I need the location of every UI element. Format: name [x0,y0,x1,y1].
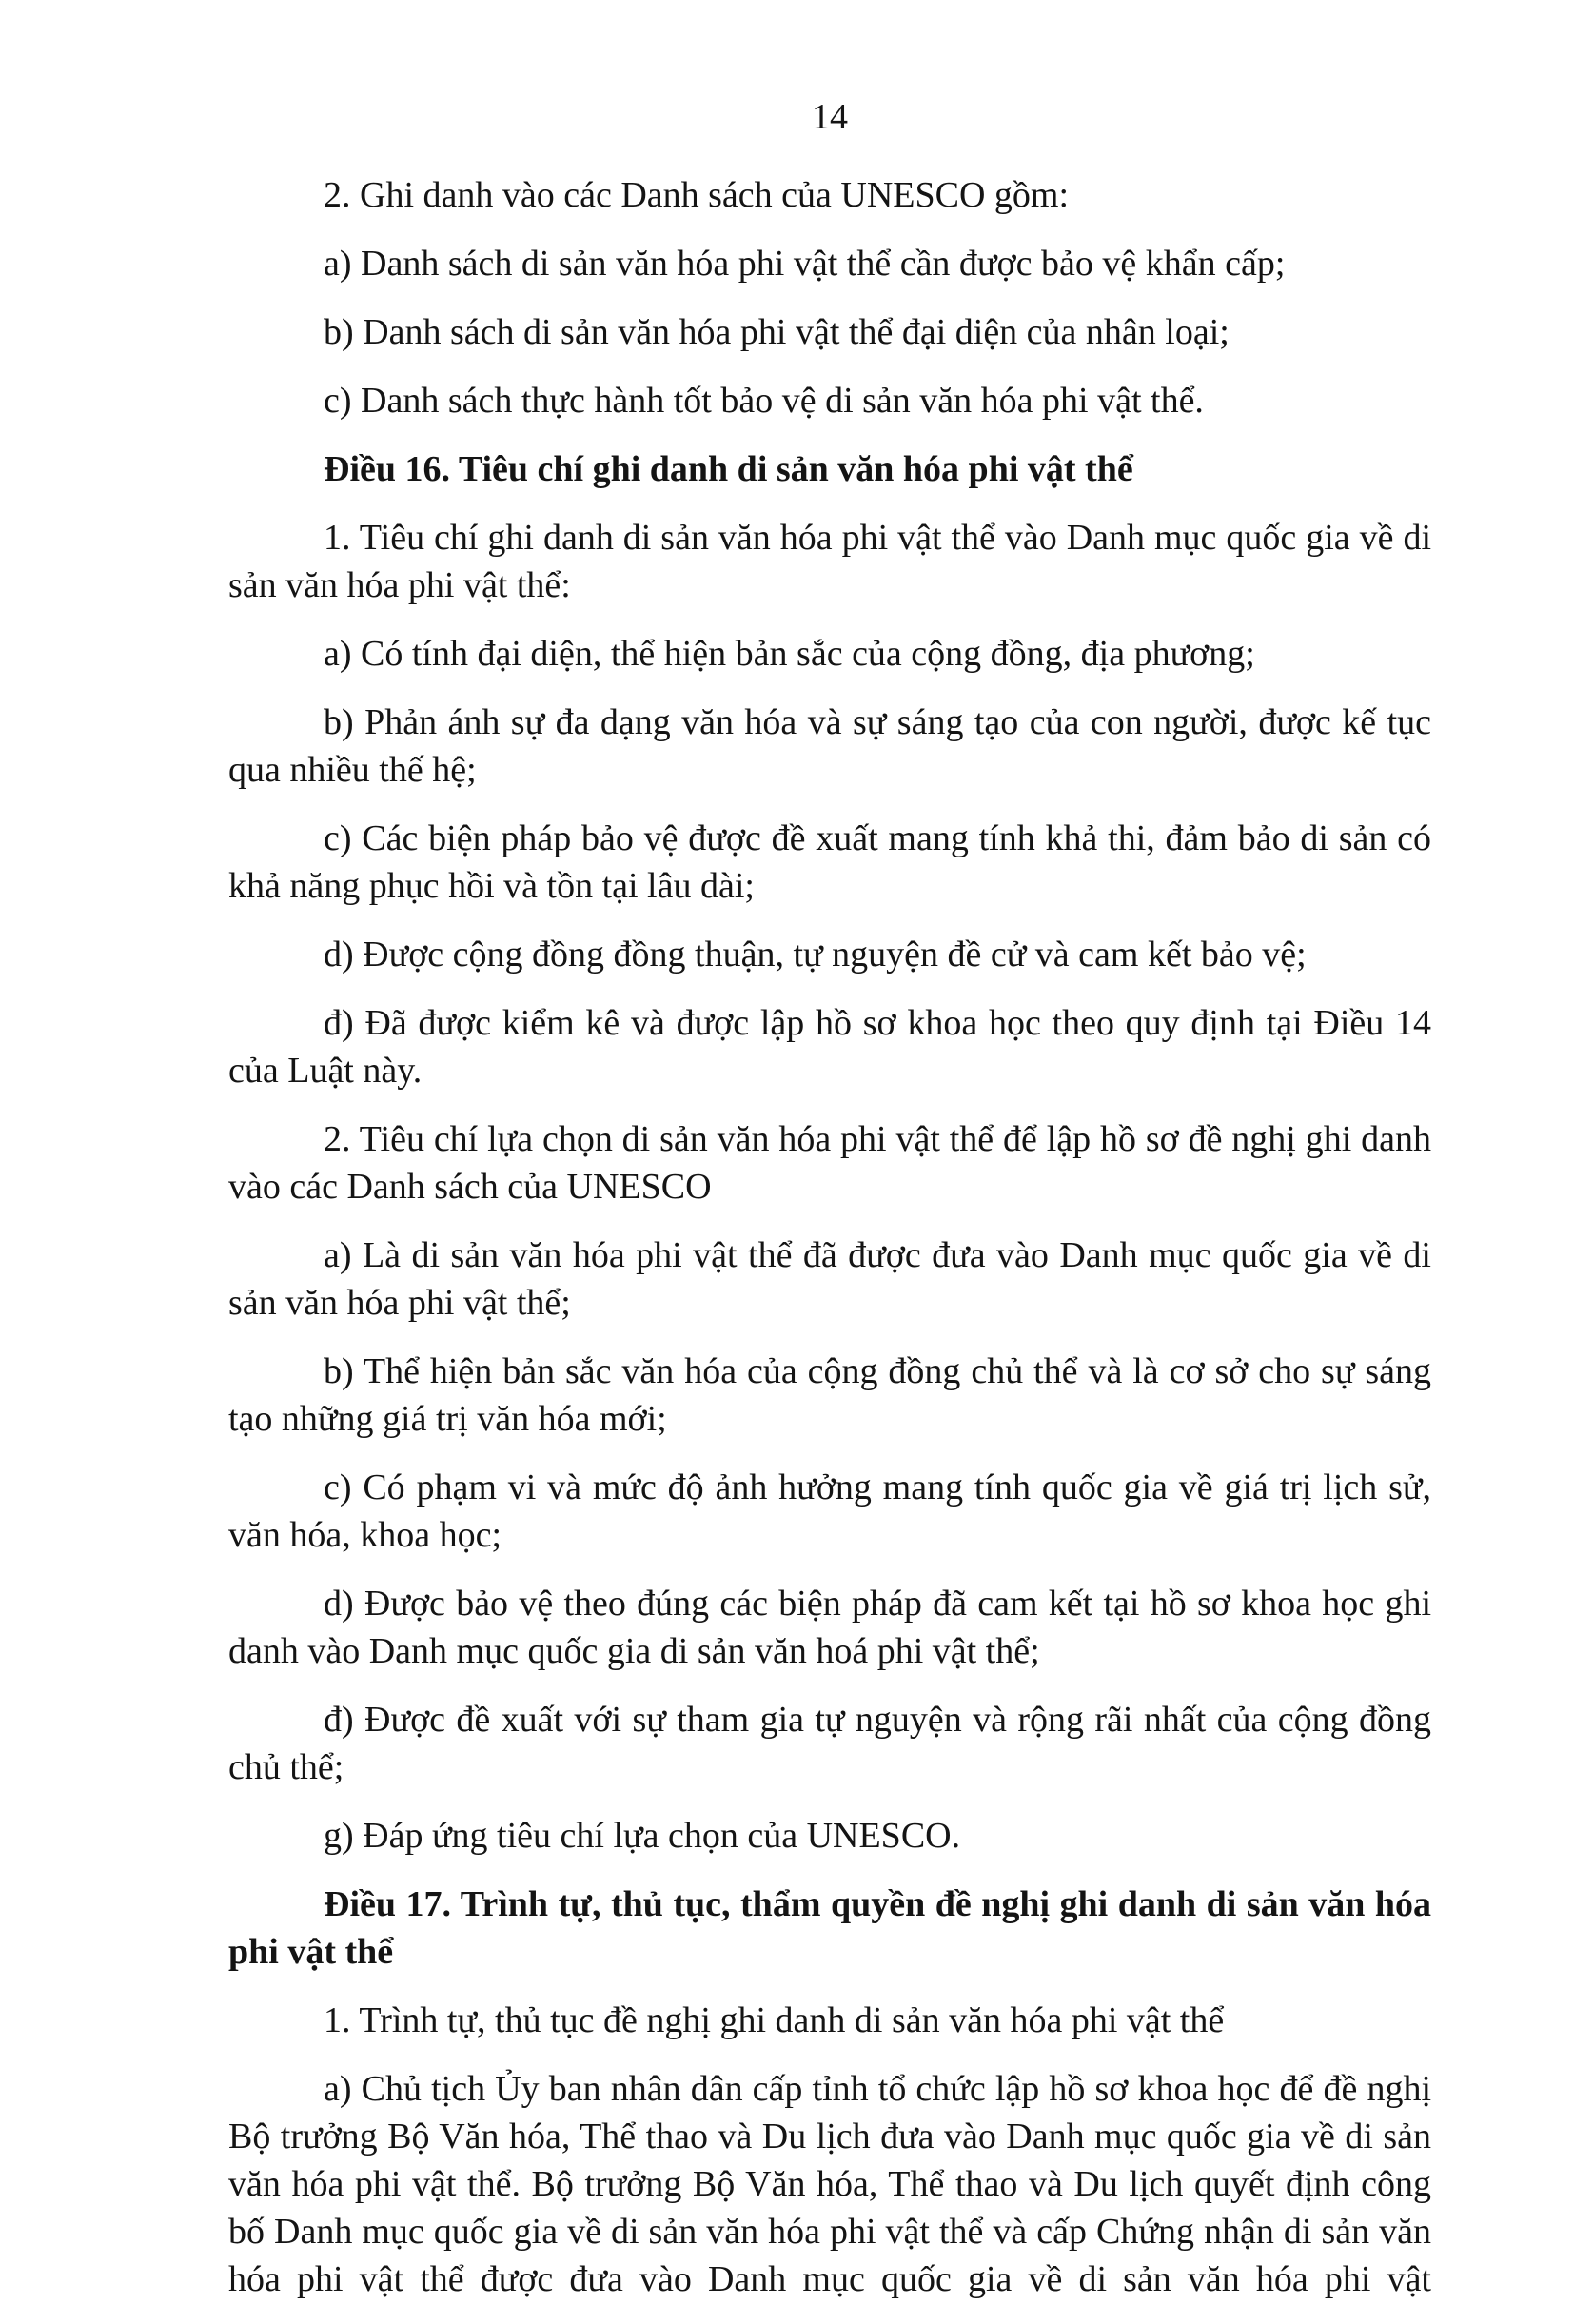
list-item: b) Phản ánh sự đa dạng văn hóa và sự sáng tạo của con người, được kế tục qua nhiều thế hệ; [228,702,1431,790]
paragraph: 1. Trình tự, thủ tục đề nghị ghi danh di sản văn hóa phi vật thể [324,2000,1225,2040]
article-heading: Điều 17. Trình tự, thủ tục, thẩm quyền đề nghị ghi danh di sản văn hóa phi vật thể [228,1884,1431,1972]
list-item: d) Được bảo vệ theo đúng các biện pháp đã cam kết tại hồ sơ khoa học ghi danh vào Danh mục quốc gia di sản văn hoá phi vật thể; [228,1584,1431,1671]
list-item: đ) Được đề xuất với sự tham gia tự nguyện và rộng rãi nhất của cộng đồng chủ thể; [228,1700,1431,1787]
list-item: c) Có phạm vi và mức độ ảnh hưởng mang tính quốc gia về giá trị lịch sử, văn hóa, khoa học; [228,1467,1431,1555]
article-heading: Điều 16. Tiêu chí ghi danh di sản văn hóa phi vật thể [324,449,1133,489]
list-item: b) Thể hiện bản sắc văn hóa của cộng đồng chủ thể và là cơ sở cho sự sáng tạo những giá trị văn hóa mới; [228,1351,1431,1439]
list-item: c) Các biện pháp bảo vệ được đề xuất mang tính khả thi, đảm bảo di sản có khả năng phục hồi và tồn tại lâu dài; [228,818,1431,906]
list-item: g) Đáp ứng tiêu chí lựa chọn của UNESCO. [324,1816,961,1856]
paragraph: 2. Tiêu chí lựa chọn di sản văn hóa phi vật thể để lập hồ sơ đề nghị ghi danh vào các Danh sách của UNESCO [228,1119,1431,1207]
list-item: đ) Đã được kiểm kê và được lập hồ sơ khoa học theo quy định tại Điều 14 của Luật này. [228,1003,1431,1091]
list-item: a) Là di sản văn hóa phi vật thể đã được đưa vào Danh mục quốc gia về di sản văn hóa phi vật thể; [228,1235,1431,1323]
paragraph: 1. Tiêu chí ghi danh di sản văn hóa phi vật thể vào Danh mục quốc gia về di sản văn hóa phi vật thể: [228,518,1431,605]
list-item: a) Danh sách di sản văn hóa phi vật thể cần được bảo vệ khẩn cấp; [324,244,1286,284]
list-item: b) Danh sách di sản văn hóa phi vật thể đại diện của nhân loại; [324,312,1230,352]
document-body [228,171,1431,2324]
list-item: a) Có tính đại diện, thể hiện bản sắc của cộng đồng, địa phương; [324,634,1255,674]
list-item: c) Danh sách thực hành tốt bảo vệ di sản văn hóa phi vật thể. [324,381,1204,421]
paragraph: 2. Ghi danh vào các Danh sách của UNESCO gồm: [324,175,1070,215]
page-number: 14 [812,97,848,137]
list-item: d) Được cộng đồng đồng thuận, tự nguyện đề cử và cam kết bảo vệ; [324,935,1307,975]
list-item: a) Chủ tịch Ủy ban nhân dân cấp tỉnh tổ chức lập hồ sơ khoa học để đề nghị Bộ trưởng Bộ Văn hóa, Thể thao và Du lịch đưa vào Danh mục quốc gia về di sản văn hóa phi vật thể. Bộ trưởng Bộ Văn hóa, Thể thao và Du lịch quyết định công bố Danh mục quốc gia về di sản văn hóa phi vật thể và cấp Chứng nhận di sản văn hóa phi vật thể được đưa vào Danh mục quốc gia về di sản văn hóa phi vật [228,2069,1431,2299]
